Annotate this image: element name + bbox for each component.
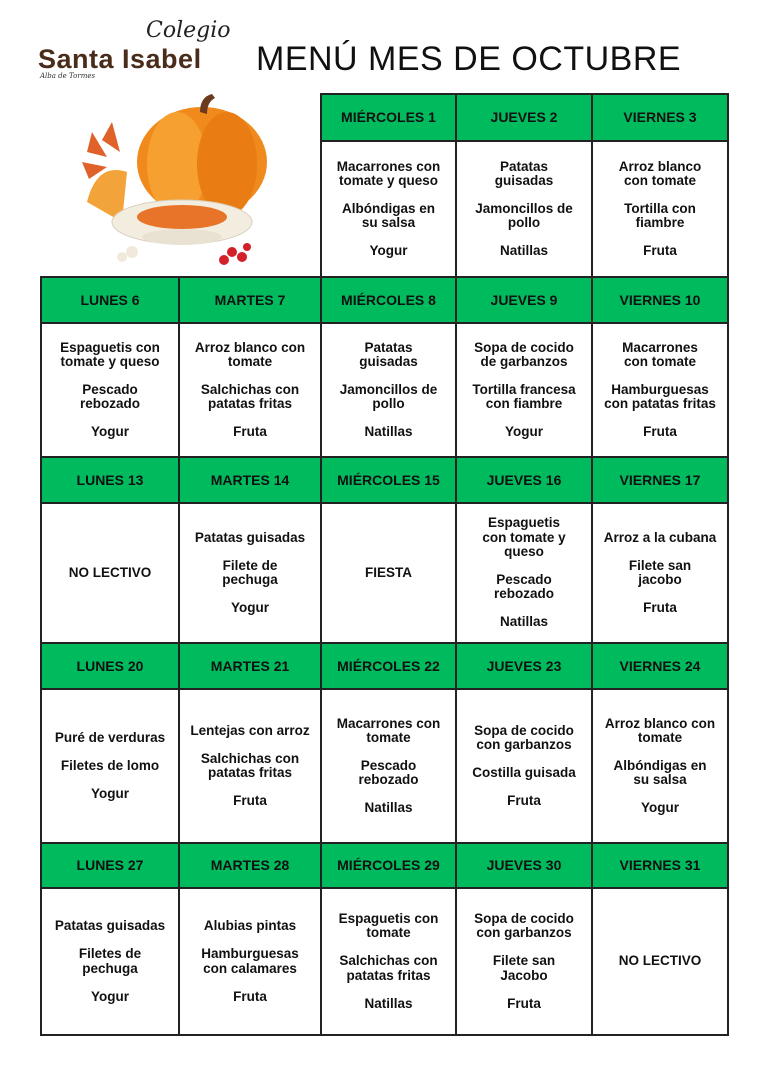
menu-items xyxy=(593,160,727,259)
menu-items xyxy=(180,919,320,1004)
day-menu xyxy=(592,141,728,277)
day-menu xyxy=(41,689,179,843)
menu-items xyxy=(180,724,320,809)
day-menu xyxy=(321,888,456,1035)
menu-dish: Arroz a la cubana xyxy=(603,529,717,545)
week-header-row xyxy=(41,457,728,503)
day-menu xyxy=(456,689,592,843)
menu-dish: FIESTA xyxy=(365,564,412,580)
day-header: LUNES 6 xyxy=(41,277,179,323)
menu-dish: Fruta xyxy=(643,600,677,616)
day-header: MARTES 28 xyxy=(179,843,321,888)
week-header-row xyxy=(41,843,728,888)
menu-dish: Filete san Jacobo xyxy=(492,953,556,983)
menu-items xyxy=(180,531,320,616)
menu-dish: Natillas xyxy=(499,243,549,259)
day-menu xyxy=(592,323,728,457)
menu-dish: Pescado rebozado xyxy=(358,757,419,788)
menu-dish: Alubias pintas xyxy=(203,918,297,934)
menu-dish: Lentejas con arroz xyxy=(190,722,310,738)
menu-dish: Pescado rebozado xyxy=(79,381,140,412)
week-menu-row xyxy=(41,141,728,277)
menu-dish: Yogur xyxy=(91,988,129,1004)
day-menu xyxy=(41,888,179,1035)
menu-table xyxy=(40,93,729,1036)
menu-items xyxy=(457,516,591,629)
logo-name: Santa Isabel xyxy=(38,44,202,74)
menu-dish: Hamburguesas con calamares xyxy=(201,946,299,976)
day-header: JUEVES 16 xyxy=(456,457,592,503)
week-header-row xyxy=(41,94,728,141)
menu-items xyxy=(593,341,727,440)
menu-dish: Albóndigas en su salsa xyxy=(341,200,435,231)
menu-dish: Arroz blanco con tomate xyxy=(604,715,716,745)
menu-dish: Fruta xyxy=(233,424,267,440)
menu-dish: Arroz blanco con tomate xyxy=(194,339,306,369)
menu-dish: Sopa de cocido con garbanzos xyxy=(474,911,574,941)
menu-dish: Natillas xyxy=(364,424,413,440)
menu-dish: Puré de verduras xyxy=(54,729,166,745)
day-menu xyxy=(456,888,592,1035)
day-header: MARTES 14 xyxy=(179,457,321,503)
menu-dish: Yogur xyxy=(91,424,129,440)
day-menu xyxy=(456,141,592,277)
menu-dish: Patatas guisadas xyxy=(194,529,306,545)
day-menu xyxy=(41,503,179,643)
menu-items xyxy=(322,160,455,259)
day-menu xyxy=(592,888,728,1035)
menu-dish: Fruta xyxy=(643,243,677,259)
day-menu xyxy=(456,323,592,457)
day-header: VIERNES 17 xyxy=(592,457,728,503)
day-menu xyxy=(321,503,456,643)
empty-cell xyxy=(179,94,321,141)
day-menu xyxy=(592,689,728,843)
school-logo xyxy=(38,18,231,84)
day-header: MIÉRCOLES 29 xyxy=(321,843,456,888)
menu-dish: Fruta xyxy=(233,793,267,809)
menu-dish: Salchichas con patatas fritas xyxy=(200,381,300,412)
menu-dish: Jamoncillos de pollo xyxy=(339,381,438,412)
day-header: VIERNES 31 xyxy=(592,843,728,888)
menu-dish: Pescado rebozado xyxy=(493,572,554,602)
menu-dish: Salchichas con patatas fritas xyxy=(339,953,438,983)
day-menu xyxy=(179,323,321,457)
menu-items xyxy=(322,717,455,816)
logo-subtitle: Alba de Tormes xyxy=(40,72,96,80)
page-title: MENÚ MES DE OCTUBRE xyxy=(256,40,682,78)
menu-dish: Jamoncillos de pollo xyxy=(475,200,573,231)
menu-dish: Yogur xyxy=(231,600,269,616)
menu-dish: Yogur xyxy=(505,424,543,440)
menu-dish: Macarrones con tomate y queso xyxy=(336,158,441,188)
menu-items xyxy=(457,341,591,440)
menu-dish: Natillas xyxy=(364,800,413,816)
menu-dish: Arroz blanco con tomate xyxy=(618,158,702,188)
week-menu-row xyxy=(41,503,728,643)
menu-items xyxy=(457,724,591,809)
logo-colegio: Colegio xyxy=(146,18,231,43)
menu-items xyxy=(42,566,178,580)
day-header: JUEVES 9 xyxy=(456,277,592,323)
menu-dish: Yogur xyxy=(369,243,408,259)
empty-cell xyxy=(41,94,179,141)
menu-dish: Natillas xyxy=(364,995,413,1011)
week-menu-row xyxy=(41,888,728,1035)
day-menu xyxy=(41,323,179,457)
menu-items xyxy=(593,954,727,968)
day-header: VIERNES 24 xyxy=(592,643,728,689)
day-menu xyxy=(592,503,728,643)
menu-dish: Patatas guisadas xyxy=(494,158,554,188)
menu-dish: Patatas guisadas xyxy=(359,339,418,369)
day-header: VIERNES 10 xyxy=(592,277,728,323)
menu-dish: Salchichas con patatas fritas xyxy=(200,750,300,780)
menu-items xyxy=(593,717,727,816)
menu-dish: Macarrones con tomate xyxy=(336,715,441,745)
day-header: MARTES 7 xyxy=(179,277,321,323)
menu-dish: Espaguetis con tomate y queso xyxy=(60,339,160,369)
menu-items xyxy=(457,160,591,259)
menu-dish: Filetes de lomo xyxy=(60,757,160,773)
menu-dish: Yogur xyxy=(641,800,679,816)
day-menu xyxy=(321,141,456,277)
day-header: LUNES 13 xyxy=(41,457,179,503)
menu-items xyxy=(322,912,455,1011)
day-header: JUEVES 2 xyxy=(456,94,592,141)
menu-dish: Yogur xyxy=(91,786,129,802)
week-header-row xyxy=(41,643,728,689)
menu-items xyxy=(42,341,178,440)
menu-items xyxy=(180,341,320,440)
menu-dish: Patatas guisadas xyxy=(54,918,166,934)
day-header: LUNES 27 xyxy=(41,843,179,888)
menu-dish: Tortilla francesa con fiambre xyxy=(472,381,576,412)
menu-items xyxy=(42,731,178,802)
menu-dish: Fruta xyxy=(507,995,541,1011)
menu-dish: Costilla guisada xyxy=(472,765,576,780)
day-header: MIÉRCOLES 1 xyxy=(321,94,456,141)
menu-dish: Tortilla con fiambre xyxy=(624,200,696,231)
menu-dish: Espaguetis con tomate y queso xyxy=(482,515,566,559)
menu-items xyxy=(322,341,455,440)
week-header-row xyxy=(41,277,728,323)
day-header: LUNES 20 xyxy=(41,643,179,689)
day-header: MIÉRCOLES 8 xyxy=(321,277,456,323)
menu-dish: Fruta xyxy=(507,793,541,809)
menu-dish: Fruta xyxy=(643,424,677,440)
day-header: VIERNES 3 xyxy=(592,94,728,141)
day-menu xyxy=(179,888,321,1035)
menu-dish: Filetes de pechuga xyxy=(78,946,142,976)
empty-cell xyxy=(41,141,179,277)
day-menu xyxy=(321,323,456,457)
menu-dish: Espaguetis con tomate xyxy=(338,911,439,941)
day-menu xyxy=(456,503,592,643)
menu-items xyxy=(322,566,455,580)
menu-dish: NO LECTIVO xyxy=(618,953,702,969)
week-menu-row xyxy=(41,323,728,457)
menu-dish: Albóndigas en su salsa xyxy=(613,757,707,788)
day-menu xyxy=(179,503,321,643)
day-header: MIÉRCOLES 22 xyxy=(321,643,456,689)
menu-dish: Sopa de cocido con garbanzos xyxy=(474,722,574,752)
menu-dish: Fruta xyxy=(233,988,267,1004)
week-menu-row xyxy=(41,689,728,843)
menu-items xyxy=(42,919,178,1004)
menu-items xyxy=(457,912,591,1011)
day-header: MARTES 21 xyxy=(179,643,321,689)
day-header: JUEVES 30 xyxy=(456,843,592,888)
day-menu xyxy=(321,689,456,843)
menu-dish: Sopa de cocido de garbanzos xyxy=(474,339,574,369)
menu-items xyxy=(593,531,727,616)
empty-cell xyxy=(179,141,321,277)
day-header: JUEVES 23 xyxy=(456,643,592,689)
menu-dish: Filete de pechuga xyxy=(222,557,278,587)
day-header: MIÉRCOLES 15 xyxy=(321,457,456,503)
menu-dish: Macarrones con tomate xyxy=(622,339,698,369)
menu-dish: NO LECTIVO xyxy=(68,564,152,580)
menu-dish: Filete san jacobo xyxy=(628,557,692,587)
menu-dish: Hamburguesas con patatas fritas xyxy=(604,381,716,412)
day-menu xyxy=(179,689,321,843)
menu-dish: Natillas xyxy=(499,614,549,630)
